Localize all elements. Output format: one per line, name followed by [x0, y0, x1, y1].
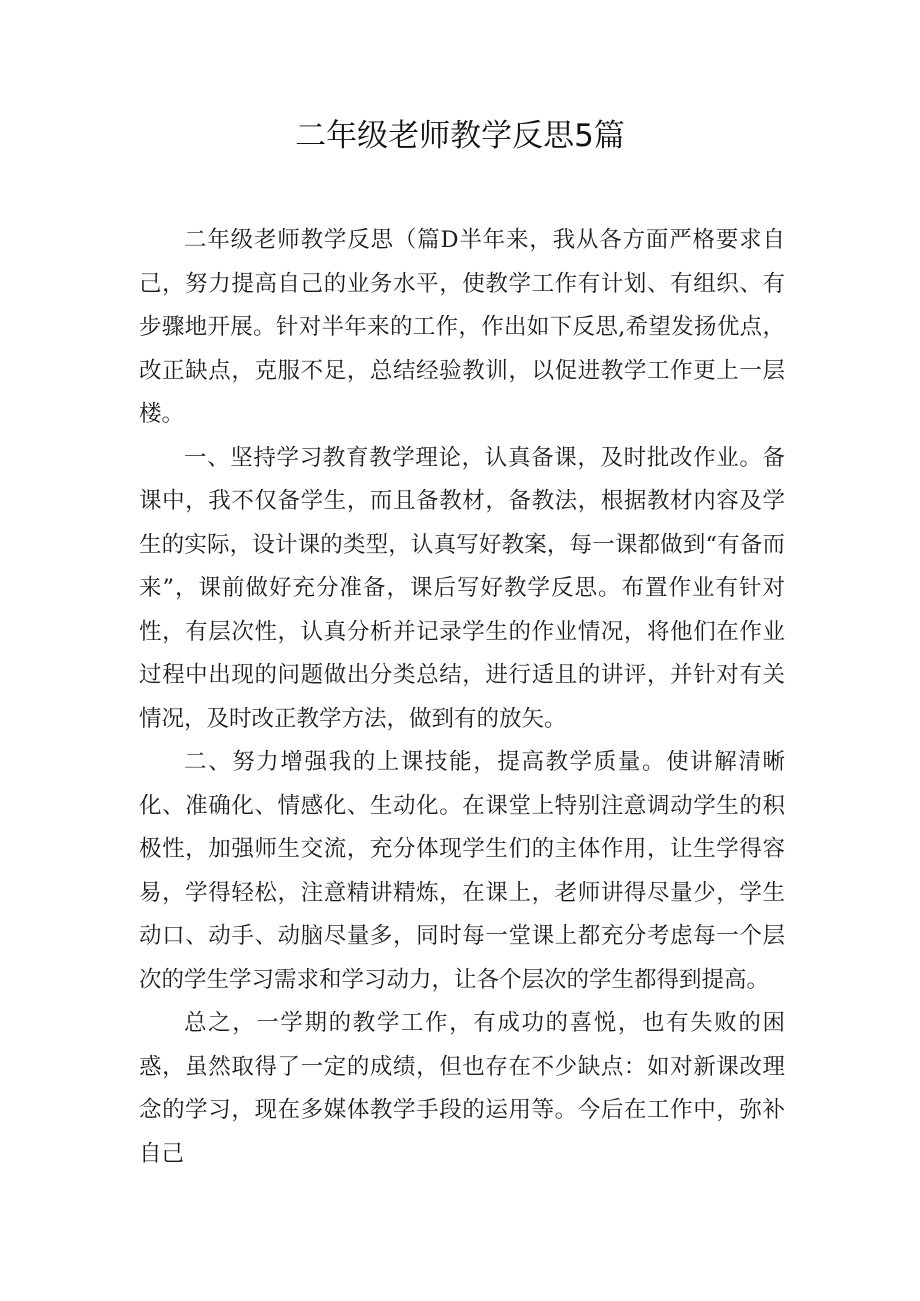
paragraph-summary: 总之，一学期的教学工作，有成功的喜悦，也有失败的困惑，虽然取得了一定的成绩，但也存在不少缺点：如对新课改理念的学习，现在多媒体教学手段的运用等。今后在工作中，弥补自己	[139, 1010, 785, 1167]
paragraph-section-two: 二、努力增强我的上课技能，提高教学质量。使讲解清晰化、准确化、情感化、生动化。在课堂上特别注意调动学生的积极性，加强师生交流，充分体现学生们的主体作用，让生学得容易，学得轻松，注意精讲精炼，在课上，老师讲得尽量少，学生动口、动手、动脑尽量多，同时每一堂课上都充分考虑每一个层次的学生学习需求和学习动力，让各个层次的学生都得到提高。	[139, 749, 785, 993]
document-body	[139, 219, 785, 1176]
paragraph-intro: 二年级老师教学反思（篇D半年来，我从各方面严格要求自己，努力提高自己的业务水平，使教学工作有计划、有组织、有步骤地开展。针对半年来的工作，作出如下反思,希望发扬优点，改正缺点，克服不足，总结经验教训，以促进教学工作更上一层楼。	[139, 227, 785, 427]
paragraph-section-one: 一、坚持学习教育教学理论，认真备课，及时批改作业。备课中，我不仅备学生，而且备教材，备教法，根据教材内容及学生的实际，设计课的类型，认真写好教案，每一课都做到“有备而来”，课前做好充分准备，课后写好教学反思。布置作业有针对性，有层次性，认真分析并记录学生的作业情况，将他们在作业过程中出现的问题做出分类总结，进行适且的讲评，并针对有关情况，及时改正教学方法，做到有的放矢。	[139, 444, 785, 732]
document-title: 二年级老师教学反思5篇	[295, 118, 625, 154]
